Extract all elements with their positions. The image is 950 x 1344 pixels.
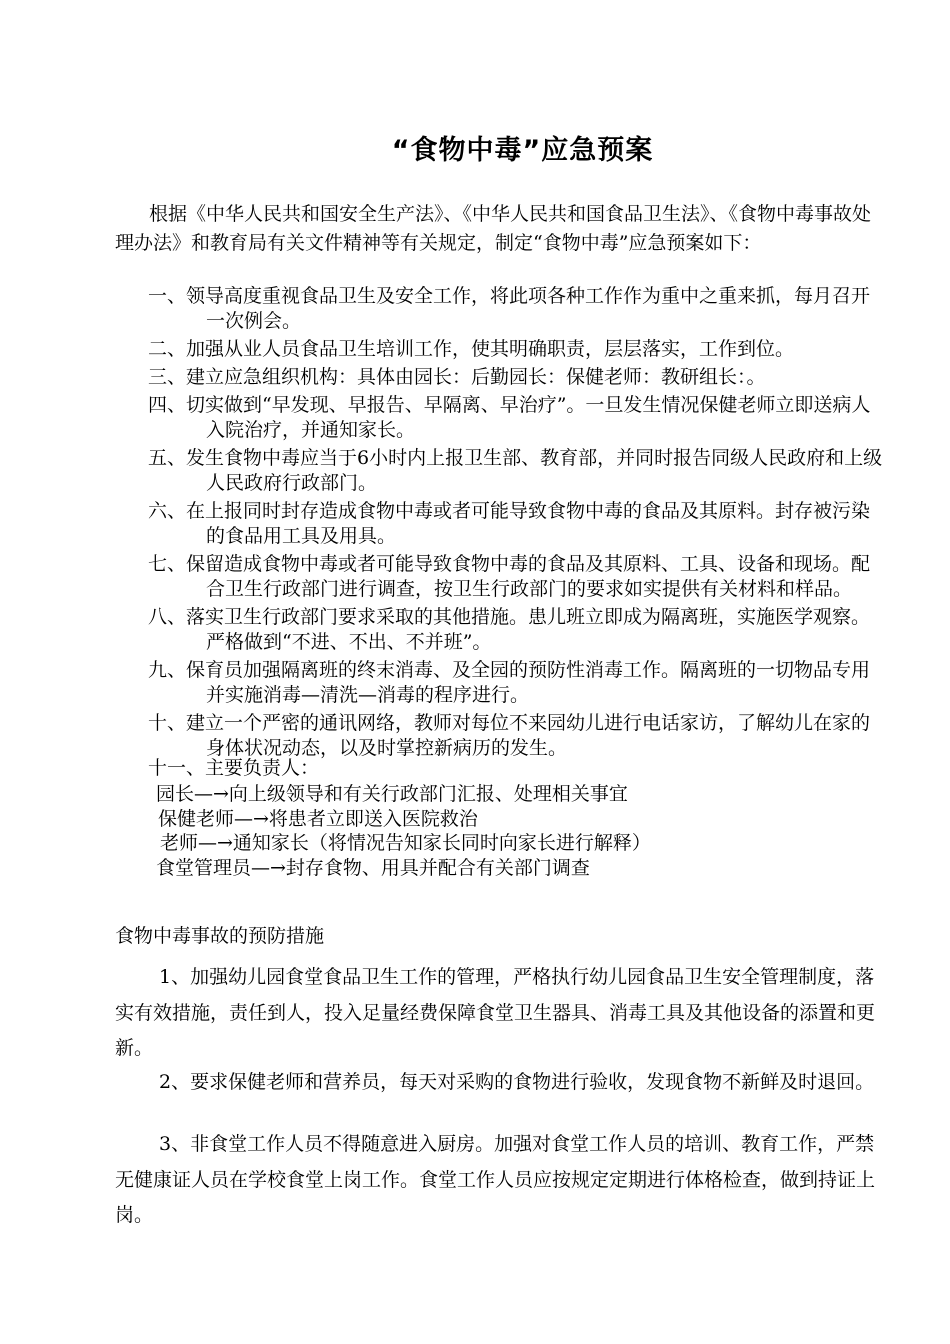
plan-item: 三、建立应急组织机构：具体由园长：后勤园长：保健老师：教研组长：。	[148, 366, 766, 388]
plan-item: 二、加强从业人员食品卫生培训工作，使其明确职责，层层落实，工作到位。	[148, 338, 795, 360]
plan-item: 六、在上报同时封存造成食物中毒或者可能导致食物中毒的食品及其原料。封存被污染的食品用工具及用具。	[148, 500, 871, 547]
prevention-heading: 食物中毒事故的预防措施	[115, 925, 325, 947]
plan-item: 八、落实卫生行政部门要求采取的其他措施。患儿班立即成为隔离班，实施医学观察。严格做到“不进、不出、不并班”。	[148, 606, 871, 653]
prevention-paragraph: 3、非食堂工作人员不得随意进入厨房。加强对食堂工作人员的培训、教育工作，严禁无健康证人员在学校食堂上岗工作。食堂工作人员应按规定定期进行体格检查，做到持证上岗。	[115, 1133, 876, 1226]
plan-item: 九、保育员加强隔离班的终末消毒、及全园的预防性消毒工作。隔离班的一切物品专用并实施消毒—清洗—消毒的程序进行。	[148, 659, 871, 706]
responsible-item: 老师—→通知家长（将情况告知家长同时向家长进行解释）	[160, 832, 651, 854]
responsible-item: 食堂管理员—→封存食物、用具并配合有关部门调查	[156, 856, 590, 879]
responsible-item: 园长—→向上级领导和有关行政部门汇报、处理相关事宜	[156, 783, 628, 805]
intro-paragraph: 根据《中华人民共和国安全生产法》、《中华人民共和国食品卫生法》、《食物中毒事故处理办法》和教育局有关文件精神等有关规定，制定“食物中毒”应急预案如下：	[115, 203, 872, 254]
responsibles-heading: 十一、主要负责人：	[148, 757, 320, 779]
plan-item: 四、切实做到“早发现、早报告、早隔离、早治疗”。一旦发生情况保健老师立即送病人入院治疗，并通知家长。	[148, 394, 871, 441]
plan-item: 一、领导高度重视食品卫生及安全工作，将此项各种工作作为重中之重来抓，每月召开一次例会。	[148, 285, 871, 332]
plan-item: 五、发生食物中毒应当于6小时内上报卫生部、教育部，并同时报告同级人民政府和上级人民政府行政部门。	[148, 447, 883, 494]
page-title: “食物中毒”应急预案	[391, 135, 654, 166]
responsible-item: 保健老师—→将患者立即送入医院救治	[158, 807, 478, 830]
prevention-paragraph: 1、加强幼儿园食堂食品卫生工作的管理，严格执行幼儿园食品卫生安全管理制度，落实有效措施，责任到人，投入足量经费保障食堂卫生器具、消毒工具及其他设备的添置和更新。	[115, 966, 876, 1059]
prevention-paragraph: 2、要求保健老师和营养员，每天对采购的食物进行验收，发现食物不新鲜及时退回。	[159, 1071, 875, 1093]
plan-item: 十、建立一个严密的通讯网络，教师对每位不来园幼儿进行电话家访，了解幼儿在家的身体状况动态，以及时掌控新病历的发生。	[148, 712, 871, 759]
plan-item-list	[148, 284, 888, 764]
plan-item: 七、保留造成食物中毒或者可能导致食物中毒的食品及其原料、工具、设备和现场。配合卫生行政部门进行调查，按卫生行政部门的要求如实提供有关材料和样品。	[148, 553, 871, 600]
responsibles-list	[156, 782, 651, 880]
